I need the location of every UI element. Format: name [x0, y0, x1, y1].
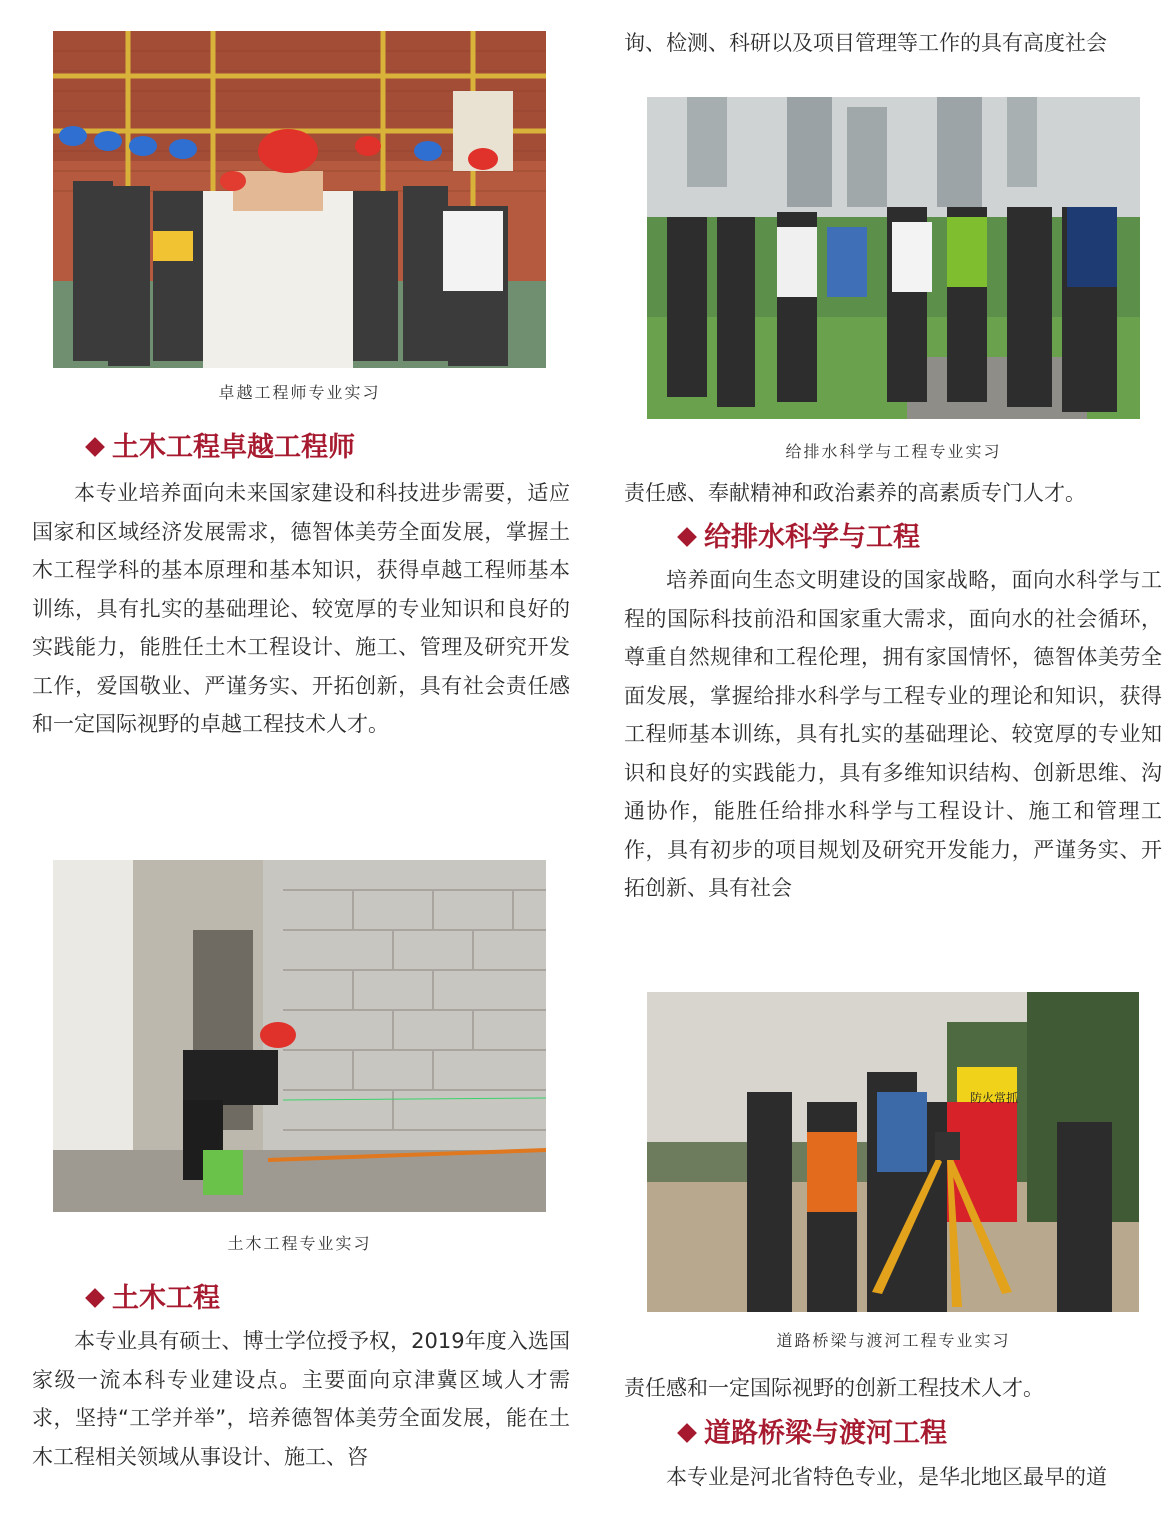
construction-site-image — [53, 31, 546, 368]
photo2-caption: 土木工程专业实习 — [227, 1234, 372, 1253]
block-wall-image — [53, 860, 546, 1212]
diamond-bullet-icon — [85, 1288, 105, 1308]
section-heading-civil — [84, 1283, 220, 1315]
photo1-caption: 卓越工程师专业实习 — [218, 383, 381, 402]
photo-excellent-engineer-internship — [53, 31, 546, 368]
section-heading-civil-excellent — [84, 432, 355, 464]
outdoor-survey-image — [647, 97, 1140, 419]
diamond-bullet-icon — [677, 527, 697, 547]
photo-road-bridge-internship — [647, 992, 1139, 1312]
section1-body: 本专业培养面向未来国家建设和科技进步需要，适应国家和区域经济发展需求，德智体美劳全面发展，掌握土木工程学科的基本原理和基本知识，获得卓越工程师基本训练，具有扎实的基础理论、较宽厚的专业知识和良好的实践能力，能胜任土木工程设计、施工、管理及研究开发工作，爱国敬业、严谨务实、开拓创新，具有社会责任感和一定国际视野的卓越工程技术人才。 — [32, 481, 570, 736]
photo3-caption: 给排水科学与工程专业实习 — [785, 442, 1002, 461]
diamond-bullet-icon — [85, 437, 105, 457]
section4-title: 道路桥梁与渡河工程 — [704, 1418, 947, 1449]
section-heading-water — [676, 522, 920, 554]
section-heading-road-bridge — [676, 1418, 947, 1450]
section2-title: 土木工程 — [112, 1283, 220, 1314]
continuation-text-3: 责任感和一定国际视野的创新工程技术人才。 — [624, 1376, 1044, 1400]
section2-body: 本专业具有硕士、博士学位授予权，2019年度入选国家级一流本科专业建设点。主要面向京津冀区域人才需求，坚持“工学并举”，培养德智体美劳全面发展，能在土木工程相关领域从事设计、施工、咨 — [32, 1329, 570, 1469]
continuation-text-2: 责任感、奉献精神和政治素养的高素质专门人才。 — [624, 481, 1086, 505]
section3-body: 培养面向生态文明建设的国家战略，面向水科学与工程的国际科技前沿和国家重大需求，面向水的社会循环，尊重自然规律和工程伦理，拥有家国情怀，德智体美劳全面发展，掌握给排水科学与工程专业的理论和知识，获得工程师基本训练，具有扎实的基础理论、较宽厚的专业知识和良好的实践能力，具有多维知识结构、创新思维、沟通协作，能胜任给排水科学与工程设计、施工和管理工作，具有初步的项目规划及研究开发能力，严谨务实、开拓创新、具有社会 — [624, 568, 1162, 900]
diamond-bullet-icon — [677, 1423, 697, 1443]
section4-body: 本专业是河北省特色专业，是华北地区最早的道 — [666, 1465, 1107, 1489]
photo-civil-engineering-internship — [53, 860, 546, 1212]
fire-prevention-sign-text: 防火常抓 — [970, 1091, 1019, 1105]
photo-water-supply-internship — [647, 97, 1140, 419]
section1-title: 土木工程卓越工程师 — [112, 432, 355, 463]
photo4-caption: 道路桥梁与渡河工程专业实习 — [776, 1331, 1011, 1350]
section3-title: 给排水科学与工程 — [704, 522, 920, 553]
hill-survey-image — [647, 992, 1139, 1312]
continuation-text-top: 询、检测、科研以及项目管理等工作的具有高度社会 — [624, 31, 1107, 55]
